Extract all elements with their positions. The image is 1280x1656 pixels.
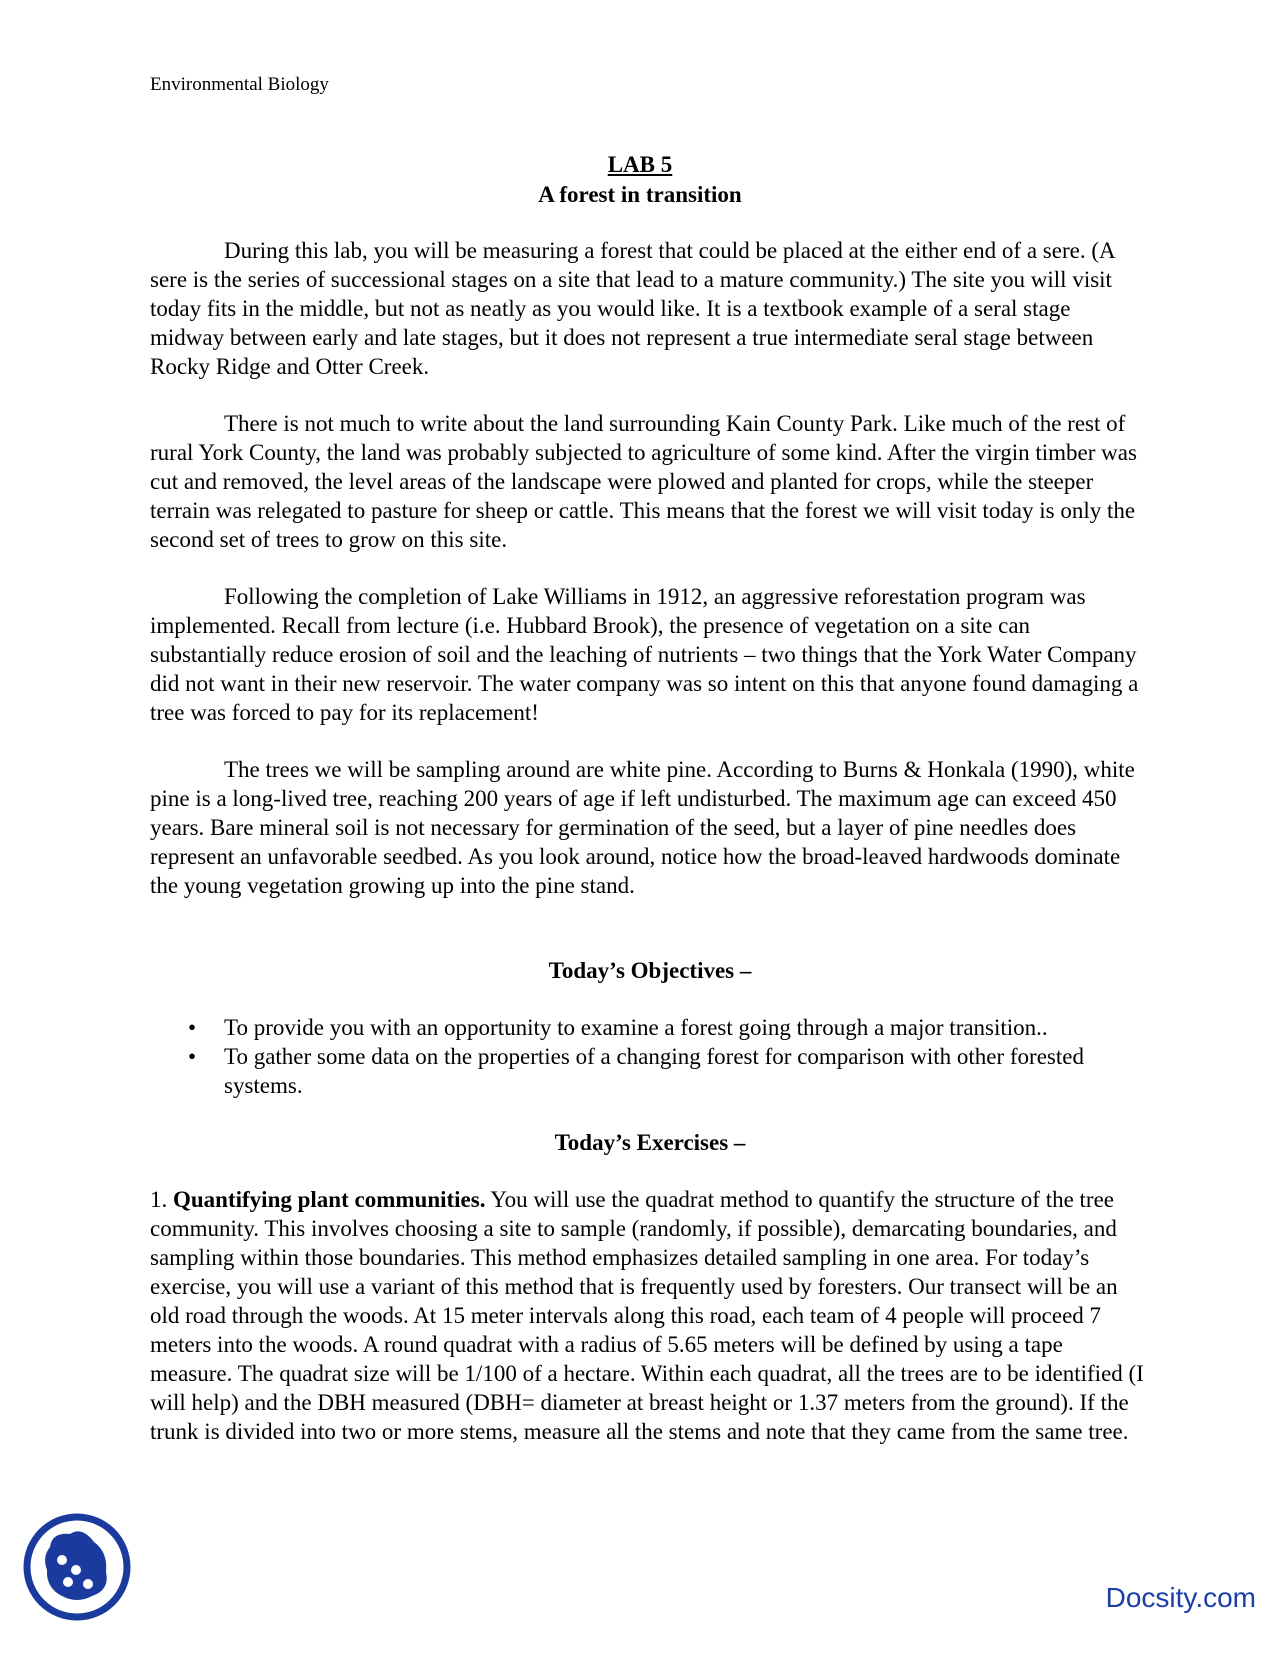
objectives-list xyxy=(150,1013,1150,1100)
exercise-title: Quantifying plant communities. xyxy=(173,1187,486,1212)
lab-number: LAB 5 xyxy=(607,152,673,177)
objectives-heading: Today’s Objectives – xyxy=(548,958,752,983)
exercises-heading: Today’s Exercises – xyxy=(554,1130,746,1155)
paragraph-white-pine: The trees we will be sampling around are white pine. According to Burns & Honkala (1990), white pine is a long-lived tree, reaching 200 years of age if left undisturbed. The maximum age can exceed 450 years. Bare mineral soil is not necessary for germination of the seed, but a layer of pine needles does represent an unfavorable seedbed. As you look around, notice how the broad-leaved hardwoods dominate the young vegetation growing up into the pine stand. xyxy=(150,757,1135,898)
list-item xyxy=(150,1042,1150,1100)
objective-text: To provide you with an opportunity to examine a forest going through a major transition.. xyxy=(224,1015,1048,1040)
title-block xyxy=(0,150,1280,210)
objective-text: To gather some data on the properties of a changing forest for comparison with other forested systems. xyxy=(224,1044,1084,1098)
bullet-icon: • xyxy=(188,1015,197,1040)
docsity-brand-link[interactable]: Docsity.com xyxy=(1105,1582,1256,1613)
docsity-logo-icon[interactable] xyxy=(22,1512,132,1622)
exercise-number: 1. xyxy=(150,1187,168,1212)
course-header: Environmental Biology xyxy=(150,74,329,95)
exercise-text: You will use the quadrat method to quantify the structure of the tree community. This involves choosing a site to sample (randomly, if possible), demarcating boundaries, and sampling within those boundaries. This method emphasizes detailed sampling in one area. For today’s exercise, you will use a variant of this method that is frequently used by foresters. Our transect will be an old road through the woods. At 15 meter intervals along this road, each team of 4 people will proceed 7 meters into the woods. A round quadrat with a radius of 5.65 meters will be defined by using a tape measure. The quadrat size will be 1/100 of a hectare. Within each quadrat, all the trees are to be identified (I will help) and the DBH measured (DBH= diameter at breast height or 1.37 meters from the ground). If the trunk is divided into two or more stems, measure all the stems and note that they came from the same tree. xyxy=(150,1187,1144,1444)
lab-subtitle: A forest in transition xyxy=(538,182,742,207)
paragraph-reforestation: Following the completion of Lake Williams in 1912, an aggressive reforestation program was implemented. Recall from lecture (i.e. Hubbard Brook), the presence of vegetation on a site can substantially reduce erosion of soil and the leaching of nutrients – two things that the York Water Company did not want in their new reservoir. The water company was so intent on this that anyone found damaging a tree was forced to pay for its replacement! xyxy=(150,584,1139,725)
document-body xyxy=(150,236,1150,1446)
exercise-item-1 xyxy=(150,1185,1150,1446)
paragraph-intro: During this lab, you will be measuring a forest that could be placed at the either end of a sere. (A sere is the series of successional stages on a site that lead to a mature community.) The site you will visit today fits in the middle, but not as neatly as you would like. It is a textbook example of a seral stage midway between early and late stages, but it does not represent a true intermediate seral stage between Rocky Ridge and Otter Creek. xyxy=(150,238,1115,379)
list-item xyxy=(150,1013,1150,1042)
paragraph-land-history: There is not much to write about the land surrounding Kain County Park. Like much of the rest of rural York County, the land was probably subjected to agriculture of some kind. After the virgin timber was cut and removed, the level areas of the landscape were plowed and planted for crops, while the steeper terrain was relegated to pasture for sheep or cattle. This means that the forest we will visit today is only the second set of trees to grow on this site. xyxy=(150,411,1137,552)
bullet-icon: • xyxy=(188,1044,197,1069)
